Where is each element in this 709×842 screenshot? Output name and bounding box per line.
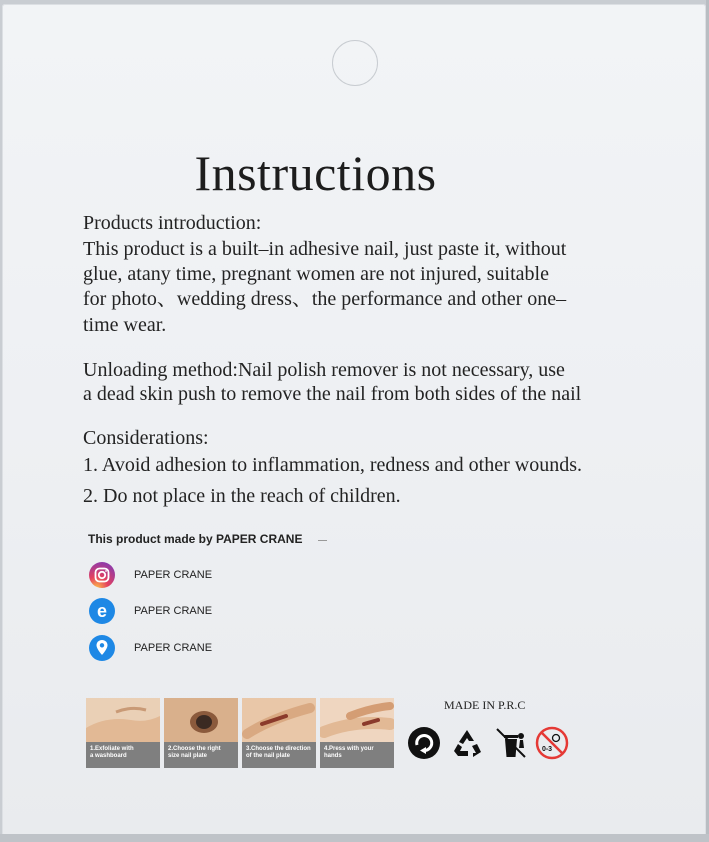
hang-hole (332, 40, 378, 86)
social-label: PAPER CRANE (134, 642, 213, 654)
background-strip (0, 834, 709, 842)
social-label: PAPER CRANE (134, 605, 213, 617)
divider (318, 540, 327, 541)
step-caption: 1.Exfoliate with a washboard (86, 742, 160, 768)
svg-text:e: e (96, 601, 108, 621)
made-in-label: MADE IN P.R.C (444, 698, 526, 712)
maker-line: This product made by PAPER CRANE (88, 532, 303, 546)
step-caption: 3.Choose the direction of the nail plate (242, 742, 316, 768)
hand-illustration (320, 698, 394, 742)
step-3 (242, 698, 316, 768)
consideration-item: 1. Avoid adhesion to inflammation, redness and other wounds. (83, 454, 582, 476)
unloading-line: Unloading method:Nail polish remover is not necessary, use (83, 359, 565, 381)
social-label: PAPER CRANE (134, 569, 213, 581)
step-1 (86, 698, 160, 768)
hand-illustration (164, 698, 238, 742)
hand-illustration (86, 698, 160, 742)
considerations-heading: Considerations: (83, 427, 209, 449)
hand-illustration (242, 698, 316, 742)
consideration-item: 2. Do not place in the reach of children. (83, 485, 401, 507)
recycle-arrow-icon (407, 726, 441, 760)
intro-heading: Products introduction: (83, 212, 262, 234)
instagram-icon (88, 561, 116, 589)
waste-bin-icon (494, 726, 528, 760)
application-steps (86, 698, 396, 768)
intro-line: glue, atany time, pregnant women are not injured, suitable (83, 263, 549, 285)
intro-line: This product is a built–in adhesive nail, just paste it, without (83, 238, 567, 260)
browser-e-icon (88, 597, 116, 625)
location-pin-icon (88, 634, 116, 662)
age-warning-icon (535, 726, 569, 760)
step-2 (164, 698, 238, 768)
intro-line: for photo、wedding dress、the performance and other one– (83, 288, 567, 310)
svg-text:0-3: 0-3 (541, 746, 553, 753)
intro-line: time wear. (83, 314, 167, 336)
page-title: Instructions (194, 145, 437, 201)
unloading-line: a dead skin push to remove the nail from both sides of the nail (83, 383, 582, 405)
step-4 (320, 698, 394, 768)
recycle-triangle-icon (450, 726, 484, 760)
step-caption: 4.Press with your hands (320, 742, 394, 768)
step-caption: 2.Choose the right size nail plate (164, 742, 238, 768)
